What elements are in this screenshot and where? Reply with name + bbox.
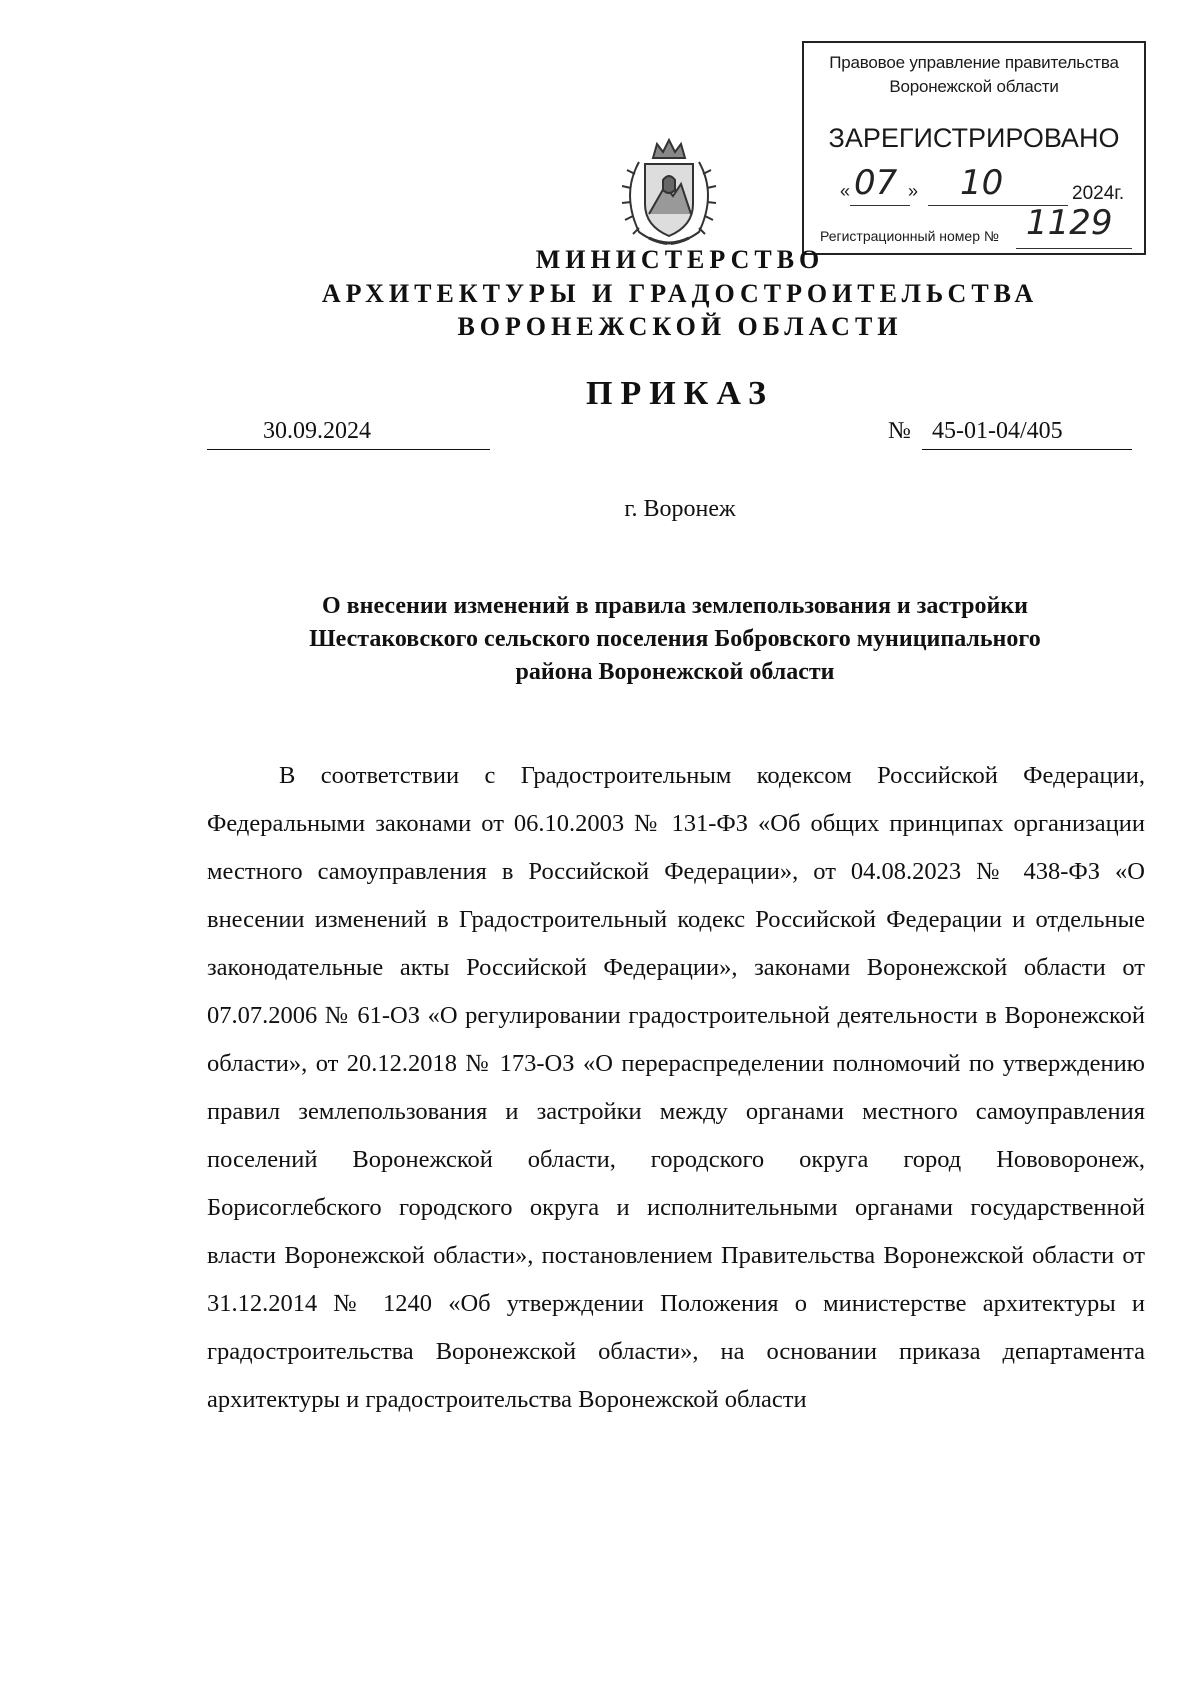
city: г. Воронеж bbox=[624, 496, 736, 522]
number-sign: № bbox=[888, 418, 911, 444]
ministry-title-line2: АРХИТЕКТУРЫ И ГРАДОСТРОИТЕЛЬСТВА bbox=[321, 279, 1039, 308]
stamp-organization bbox=[804, 51, 1144, 99]
subject-line2: Шестаковского сельского поселения Бобровского муниципального bbox=[309, 626, 1041, 652]
stamp-day: 07 bbox=[854, 163, 898, 203]
voronezh-coat-of-arms-icon bbox=[609, 134, 729, 250]
stamp-reg-label: Регистрационный номер № bbox=[820, 228, 999, 244]
order-number: 45-01-04/405 bbox=[932, 418, 1063, 444]
ministry-title-line3: ВОРОНЕЖСКОЙ ОБЛАСТИ bbox=[457, 312, 903, 341]
document-type: ПРИКАЗ bbox=[586, 375, 774, 412]
order-subject bbox=[205, 590, 1145, 689]
number-underline bbox=[922, 449, 1132, 450]
stamp-year: 2024г. bbox=[1072, 183, 1125, 204]
subject-line3: района Воронежской области bbox=[515, 659, 835, 685]
stamp-quote-open: « bbox=[840, 181, 851, 201]
stamp-title: ЗАРЕГИСТРИРОВАНО bbox=[828, 123, 1120, 153]
date-underline bbox=[207, 449, 490, 450]
stamp-reg-number: 1129 bbox=[1026, 203, 1113, 243]
stamp-date bbox=[840, 163, 1140, 207]
stamp-day-line bbox=[850, 205, 910, 206]
stamp-org-line2: Воронежской области bbox=[889, 77, 1059, 96]
stamp-org-line1: Правовое управление правительства bbox=[829, 53, 1119, 72]
registration-stamp bbox=[802, 41, 1146, 255]
subject-line1: О внесении изменений в правила землепользования и застройки bbox=[322, 593, 1028, 619]
stamp-quote-close: » bbox=[908, 181, 919, 201]
ministry-title-line1: МИНИСТЕРСТВО bbox=[535, 245, 825, 274]
stamp-month: 10 bbox=[960, 163, 1004, 203]
order-date-value: 30.09.2024 bbox=[263, 418, 371, 444]
body-paragraph: В соответствии с Градостроительным кодексом Российской Федерации, Федеральными законами от 06.10.2003 № 131-ФЗ «Об общих принципах организации местного самоуправления в Российской Федерации», от 04.08.2023 № 438-ФЗ «О внесении изменений в Градостроительный кодекс Российской Федерации и отдельные законодательные акты Российской Федерации», законами Воронежской области от 07.07.2006 № 61-ОЗ «О регулировании градостроительной деятельности в Воронежской области», от 20.12.2018 № 173-ОЗ «О перераспределении полномочий по утверждению правил землепользования и застройки между органами местного самоуправления поселений Воронежской области, городского округа город Нововоронеж, Борисоглебского городского округа и исполнительными органами государственной власти Воронежской области», постановлением Правительства Воронежской области от 31.12.2014 № 1240 «Об утверждении Положения о министерстве архитектуры и градостроительства Воронежской области», на основании приказа департамента архитектуры и градостроительства Воронежской области bbox=[207, 762, 1145, 1413]
